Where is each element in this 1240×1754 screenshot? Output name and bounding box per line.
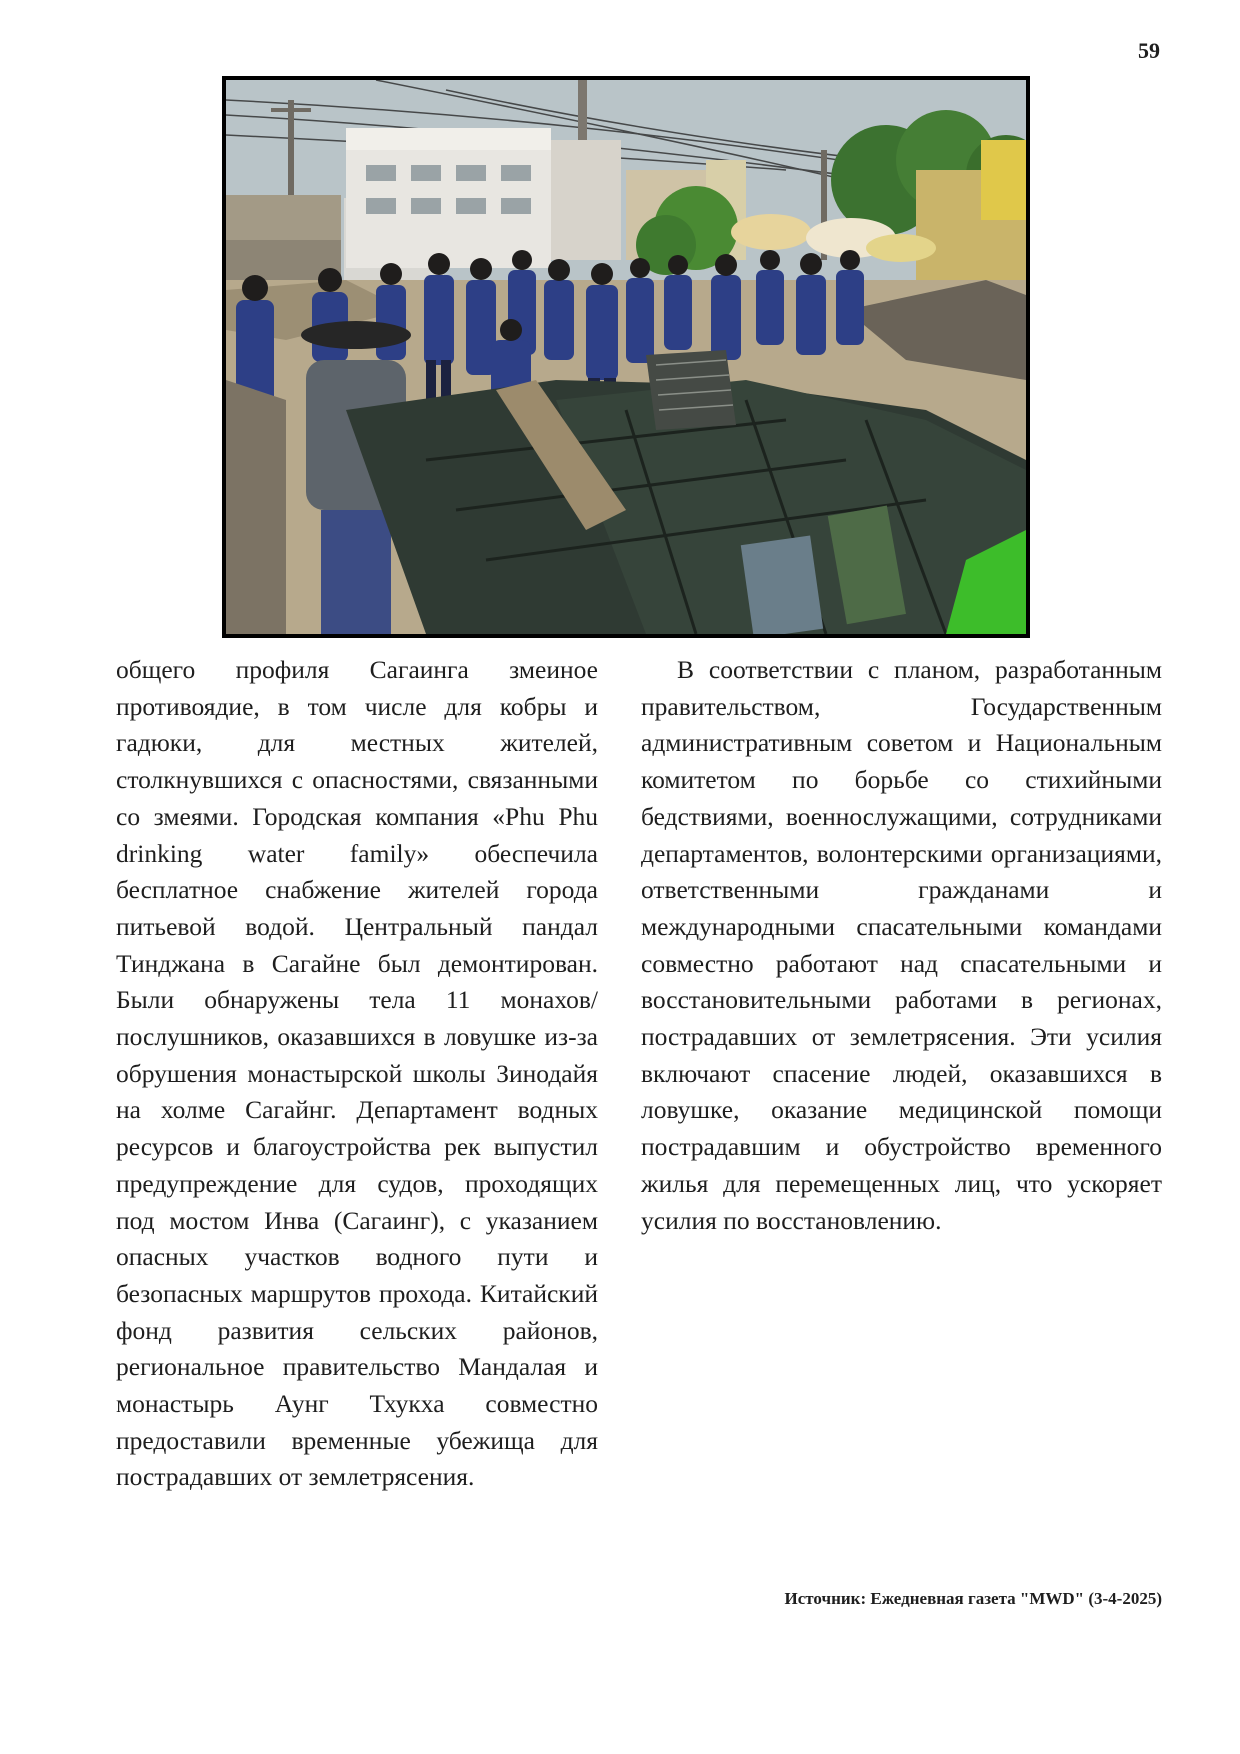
article-text-right-column: В соответствии с планом, разработанным правительством, Государственным административным советом и Национальным комитетом по борьбе со стихийными бедствиями, военнослужащими, сотрудниками департаментов, волонтерскими организациями, ответственными гражданами и международными спасательными командами совместно работают над спасательными и восстановительными работами в регионах, пострадавших от землетрясения. Эти усилия включают спасение людей, оказавшихся в ловушке, оказание медицинской помощи пострадавшим и обустройство временного жилья для перемещенных лиц, что ускоряет усилия по восстановлению. [641, 655, 1162, 1235]
source-citation: Источник: Ежедневная газета "MWD" (3-4-2025) [784, 1589, 1162, 1608]
article-text-left-column: общего профиля Сагаинга змеиное противоядие, в том числе для кобры и гадюки, для местных жителей, столкнувшихся с опасностями, связанными со змеями. Городская компания «Phu Phu drinking water family» обеспечила бесплатное снабжение жителей города питьевой водой. Центральный пандал Тинджана в Сагайне был демонтирован. Были обнаружены тела 11 монахов/послушников, оказавшихся в ловушке из-за обрушения монастырской школы Зинодайя на холме Сагайнг. Департамент водных ресурсов и благоустройства рек выпустил предупреждение для судов, проходящих под мостом Инва (Сагаинг), с указанием опасных участков водного пути и безопасных маршрутов прохода. Китайский фонд развития сельских районов, региональное правительство Мандалая и монастырь Аунг Тхукха совместно предоставили временные убежища для пострадавших от землетрясения. [116, 655, 598, 1492]
page-number: 59 [1138, 38, 1160, 63]
news-photo [222, 76, 1030, 638]
photo-illustration [226, 80, 1026, 634]
